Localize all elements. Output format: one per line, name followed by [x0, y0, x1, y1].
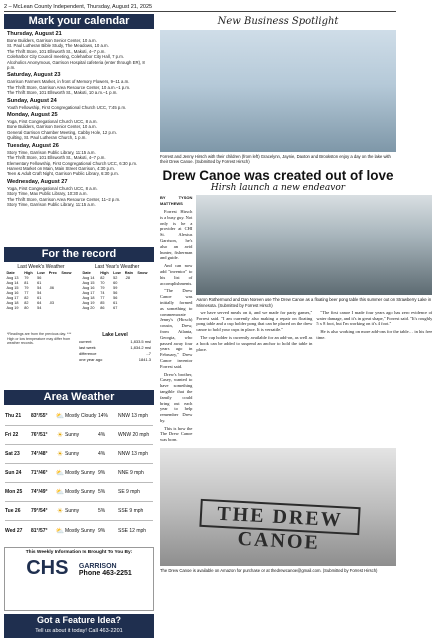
weather-temp: 74°/49°: [31, 489, 48, 495]
table-cell: 70: [100, 281, 105, 285]
calendar-event: General Garrison Chamber Meeting, Cabby Hole, 12 p.m.: [7, 129, 117, 135]
calendar-day: [7, 98, 151, 110]
table-cell: Aug 17: [82, 291, 95, 295]
weather-pct: 4%: [98, 451, 106, 457]
table-cell: 77: [100, 296, 105, 300]
table-cell: 82: [24, 296, 29, 300]
table-cell: 79: [24, 276, 29, 280]
weather-day: Tue 26: [5, 508, 21, 514]
table-cell: [61, 306, 76, 311]
table-cell: Aug 20: [82, 306, 95, 310]
calendar-day: [7, 112, 151, 141]
lake-value: 1,834.2 msl: [130, 345, 151, 350]
table-cell: 82: [100, 276, 105, 280]
calendar-date: Sunday, August 24: [7, 97, 57, 104]
weather-temp: 74°/48°: [31, 451, 48, 457]
lake-label: last week: [79, 345, 96, 350]
calendar-event: Quilting, St. Paul Lutheran Church, 1 p.m.: [7, 135, 87, 141]
table-cell: [48, 306, 61, 311]
calendar-event: Elementary Fellowship, First Congregational Church UCC, 6:30 p.m.: [7, 160, 138, 166]
weather-temp: 83°/55°: [31, 413, 48, 419]
weather-row: [5, 483, 153, 502]
calendar-event: Youth Fellowship, First Congregational Church UCC, 7:45 p.m.: [7, 104, 127, 110]
table-cell: 85: [100, 301, 105, 305]
lake-label: one year ago: [79, 357, 103, 362]
table-cell: 74: [100, 291, 105, 295]
weather-row: [5, 502, 153, 521]
calendar-event: The Thrift Store, Garrison Area Resource Center, 10 a.m.–1 p.m.: [7, 84, 131, 90]
weather-wind: WNW 20 mph: [118, 432, 150, 438]
lake-label: difference: [79, 351, 97, 356]
weather-temp: 76°/51°: [31, 432, 48, 438]
weather-cond: Mostly Sunny: [65, 489, 96, 495]
weather-pct: 5%: [98, 508, 106, 514]
table-header: Snow: [137, 271, 148, 275]
calendar-day: [7, 31, 151, 70]
article-paragraph: "The Drew Canoe was initially formed as something to commemorate Jenny's (Hirsch) cousin, Drew, from Atlanta, Georgia, who passed away four years ago in February," Drew Canoe inventor Forrest said.: [160, 288, 193, 369]
table-header: Date: [6, 271, 15, 275]
table-header: High: [100, 271, 109, 275]
calendar-event: Yoga, First Congregational Church UCC, 8 a.m.: [7, 119, 98, 125]
weather-temp: 81°/57°: [31, 527, 48, 534]
weather-row: [5, 464, 153, 483]
table-cell: 54: [37, 291, 42, 295]
table-cell: 56: [37, 276, 42, 280]
calendar-event: Story Time, Garrison Public Library, 11:15 a.m.: [7, 201, 96, 207]
beer-pong-photo: [196, 195, 432, 295]
calendar-date: Thursday, August 21: [7, 31, 62, 37]
lake-value: 1,833.5 msl: [130, 339, 151, 344]
feature-ad: [4, 614, 154, 638]
table-header: Snow: [61, 271, 72, 275]
table-cell: 61: [113, 301, 118, 305]
weather-cond: Mostly Cloudy: [65, 413, 97, 419]
weather-cond: Mostly Sunny: [65, 470, 96, 476]
article-dek: Hirsh launch a new endeavor: [210, 183, 346, 194]
weather-cond: Sunny: [65, 451, 80, 457]
weather-pct: 14%: [98, 413, 109, 419]
calendar-date: Wednesday, August 27: [7, 178, 68, 185]
calendar-event: The Thrift Store, 101 Ellsworth St., Makoti, 10 a.m.–1 p.m.: [7, 90, 118, 96]
article-paragraph: Drew's brother, Casey, wanted to have something tangible that the family could bring out each year to help remember Drew by.: [160, 371, 193, 423]
calendar-event: The Thrift Store, 101 Ellsworth St., Makoti, 4–7 p.m.: [7, 155, 106, 161]
calendar-event: Harvest Market on Main, Main Street Garrison, 4:30 p.m.: [7, 165, 115, 171]
photo-caption-3: The Drew Canoe is available on Amazon for purchase or at thedrewcanoe@gmail.com. (Submitted by Forrest Hirsch): [160, 568, 378, 574]
table-cell: Aug 14: [82, 276, 95, 280]
lake-title: Lake Level: [102, 332, 128, 338]
article-col-1: [160, 195, 192, 445]
weather-wind: NNE 9 mph: [118, 470, 144, 476]
article-col-2: [196, 310, 312, 355]
spotlight-heading: New Business Spotlight: [217, 16, 339, 27]
calendar-event: Bone Builders, Garrison Senior Center, 10 a.m.: [7, 124, 97, 130]
table-cell: 67: [113, 306, 118, 310]
table-cell: Aug 18: [82, 296, 95, 300]
article-headline: Drew Canoe was created out of love: [162, 168, 394, 184]
table-cell: .28: [124, 276, 131, 280]
chs-logo: CHS: [26, 557, 69, 579]
calendar-heading: Mark your calendar: [4, 14, 154, 29]
table-cell: .03: [48, 301, 55, 305]
record-section: [4, 262, 154, 390]
table-cell: 56: [113, 291, 118, 295]
table-header: Low: [113, 271, 121, 275]
calendar-list: [4, 29, 154, 247]
calendar-event: Yoga, First Congregational Church UCC, 8 a.m.: [7, 185, 98, 191]
last-year-table: [82, 264, 152, 311]
table-header: Rain: [124, 271, 133, 275]
article-paragraph: And can now add "inventor" to his list of accomplishments.: [160, 263, 193, 286]
right-column: [160, 14, 432, 575]
article-col-3: [316, 310, 432, 355]
table-header: Date: [82, 271, 91, 275]
calendar-event: Teen & Adult Craft Night, Garrison Public Library, 6:30 p.m.: [7, 171, 119, 177]
table-cell: 82: [24, 301, 29, 305]
lake-level: [79, 332, 151, 363]
calendar-event: Bone Builders, Garrison Senior Center, 10 a.m.: [7, 38, 97, 43]
calendar-event: St. Paul Lutheran Bible Study, The Meadows, 10 a.m.: [7, 43, 109, 49]
weather-day: Sat 23: [5, 451, 20, 457]
table-cell: Aug 13: [6, 276, 19, 280]
last-week-title: Last Week's Weather: [17, 264, 65, 270]
article-paragraph: He is also working on more add-ons for the table… in his free time.: [316, 329, 432, 340]
photo-caption-2: Aaron Rothermund and Dan Noreen use The Drew Canoe as a floating beer pong table this summer out on Strawberry Lake in Minnesota. (Submitted by Forrest Hirsch): [196, 297, 432, 308]
sponsor-name: GARRISON: [78, 563, 117, 570]
table-cell: Aug 16: [6, 291, 19, 295]
weather-pct: 4%: [98, 432, 106, 438]
weather-row: [5, 426, 153, 445]
weather-pct: 9%: [98, 470, 106, 476]
table-cell: 59: [113, 286, 118, 290]
table-cell: Aug 15: [82, 281, 95, 285]
family-canoe-photo: [160, 30, 396, 152]
calendar-event: Garrison Farmers Market, in front of Memory Flowers, 9–11 a.m.: [7, 79, 130, 85]
weather-wind: SSE 12 mph: [118, 527, 147, 534]
table-cell: 54: [37, 306, 42, 310]
table-cell: [137, 306, 152, 311]
weather-day: Sun 24: [5, 470, 22, 476]
weather-wind: SSE 9 mph: [118, 508, 144, 514]
table-row: [82, 306, 152, 311]
weather-wind: NNW 13 mph: [118, 451, 149, 457]
feature-ad-title: Got a Feature Idea?: [36, 615, 122, 625]
left-column: [4, 14, 154, 638]
table-cell: Aug 17: [6, 296, 19, 300]
article-paragraph: we have served meals on it, and we made for party games," Forrest said. "I am currently also making a repair on floating pong table and a cup holder pong that can be placed on the drew canoe to hold your cups in place. It is versatile.": [196, 309, 313, 333]
weather-day: Thu 21: [5, 413, 22, 419]
last-year-title: Last Year's Weather: [94, 264, 140, 270]
table-header: Prec: [48, 271, 57, 275]
table-cell: Aug 19: [6, 306, 19, 310]
last-week-table: [6, 264, 76, 311]
calendar-event: The Thrift Store, Garrison Area Resource Center, 11–2 p.m.: [7, 196, 121, 202]
table-cell: [124, 306, 137, 311]
calendar-event: The Thrift Store, 101 Ellsworth St., Makoti, 4–7 p.m.: [7, 48, 106, 54]
weather-pct: 5%: [98, 489, 106, 495]
table-cell: Aug 15: [6, 286, 19, 290]
table-cell: .06: [48, 286, 55, 290]
table-cell: 81: [24, 281, 29, 285]
weather-heading: Area Weather: [4, 390, 154, 405]
photo-caption-1: Forrest and Jenny Hirsch with their children (from left) Gracelynn, Jaynie, Daxton and Brookston enjoy a day on the lake with their Drew Canoe. (Submitted by Forrest Hirsch): [160, 154, 391, 165]
table-cell: 86: [100, 306, 105, 310]
feature-ad-sub: Tell us about it today! Call 463-2201: [35, 628, 123, 634]
weather-day: Fri 22: [5, 432, 19, 438]
table-cell: 80: [24, 306, 29, 310]
lake-value: -.7: [146, 351, 151, 356]
record-heading: For the record: [4, 247, 154, 262]
partly-cloudy-icon: ⛅: [55, 489, 65, 496]
calendar-event: Alcoholics Anonymous, Garrison Hospital cafeteria (enter through ER), 8 p.m.: [7, 59, 145, 71]
calendar-event: Coleharbor City Council meeting, Coleharbor City Hall, 7 p.m.: [7, 54, 125, 60]
weather-temp: 79°/54°: [31, 508, 48, 514]
table-cell: Aug 19: [82, 301, 95, 305]
table-cell: 52: [113, 276, 118, 280]
sponsor-title: This Weekly Information Is Brought To You By:: [25, 550, 133, 555]
table-cell: Aug 16: [82, 286, 95, 290]
calendar-date: Monday, August 25: [7, 112, 58, 119]
sun-icon: ☀: [56, 508, 64, 515]
lake-row: [79, 357, 151, 363]
table-cell: Aug 14: [6, 281, 19, 285]
calendar-day: [7, 143, 151, 177]
weather-table: [4, 405, 154, 545]
lake-value: 1841.3: [138, 357, 151, 362]
masthead: 2 – McLean County Independent, Thursday, August 21, 2025: [4, 3, 396, 12]
table-header: High: [24, 271, 33, 275]
table-row: [6, 306, 76, 311]
table-cell: 61: [37, 281, 42, 285]
sun-icon: ☀: [56, 432, 64, 439]
weather-wind: NNW 13 mph: [118, 413, 149, 419]
banner-photo: [160, 448, 396, 566]
weather-pct: 9%: [98, 527, 106, 534]
weather-row: [5, 407, 153, 426]
calendar-day: [7, 179, 151, 208]
table-cell: 54: [37, 286, 42, 290]
record-note: *Readings are from the previous day. *** High or low temperature may differ from weather records.: [7, 332, 72, 346]
byline: BY TYSON MATTHEWS: [160, 195, 193, 207]
calendar-date: Tuesday, August 26: [7, 142, 59, 149]
calendar-event: Story Time, Garrison Public Library, 11:15 a.m.: [7, 149, 96, 155]
partly-cloudy-icon: ⛅: [55, 470, 65, 477]
lake-label: current: [79, 339, 92, 344]
calendar-day: [7, 72, 151, 95]
table-cell: 56: [113, 296, 118, 300]
article-paragraph: "The first canoe I made four years ago has zero evidence of water damage, and it's in great shape," Forrest said. "It's roughly 5 x 8 foot, but I'm working on it's 4 foot.": [316, 309, 432, 327]
weather-day: Wed 27: [5, 527, 23, 534]
table-cell: 77: [24, 291, 29, 295]
weather-temp: 71°/46°: [31, 470, 48, 476]
weather-day: Mon 25: [5, 489, 23, 495]
weather-row: [5, 445, 153, 464]
table-cell: Aug 18: [6, 301, 19, 305]
weather-cond: Mostly Sunny: [65, 527, 96, 534]
table-cell: 79: [24, 286, 29, 290]
weather-row: [5, 521, 153, 540]
calendar-event: Story Time, Max Public Library, 10:30 a.m.: [7, 191, 88, 197]
table-cell: 61: [37, 296, 42, 300]
table-cell: 79: [100, 286, 105, 290]
article-paragraph: The cup holder is currently available for an add-on, as well as a hook can be added to suspend an anchor to hold the table in place.: [196, 335, 313, 352]
calendar-date: Saturday, August 23: [7, 72, 61, 79]
article-paragraph: This is how the The Drew Canoe was born.: [160, 425, 193, 443]
partly-cloudy-icon: ⛅: [55, 527, 65, 535]
drew-canoe-banner: THE DREW CANOE: [199, 499, 360, 535]
table-cell: 64: [37, 301, 42, 305]
sun-icon: ☀: [56, 451, 64, 458]
article-paragraph: Forrest Hirsch is a busy guy. Not only is he a provider at CHI St. Alexius Garrison, he's also an avid hunter, fisherman and guide.: [160, 209, 193, 261]
sponsor-phone: Phone 463-2251: [78, 570, 132, 577]
weather-wind: SE 9 mph: [118, 489, 140, 495]
partly-cloudy-icon: ⛅: [55, 413, 65, 420]
weather-cond: Sunny: [65, 432, 80, 438]
weather-cond: Sunny: [65, 508, 80, 514]
table-header: Low: [37, 271, 45, 275]
sponsor-box: [4, 547, 154, 611]
table-cell: 60: [113, 281, 118, 285]
